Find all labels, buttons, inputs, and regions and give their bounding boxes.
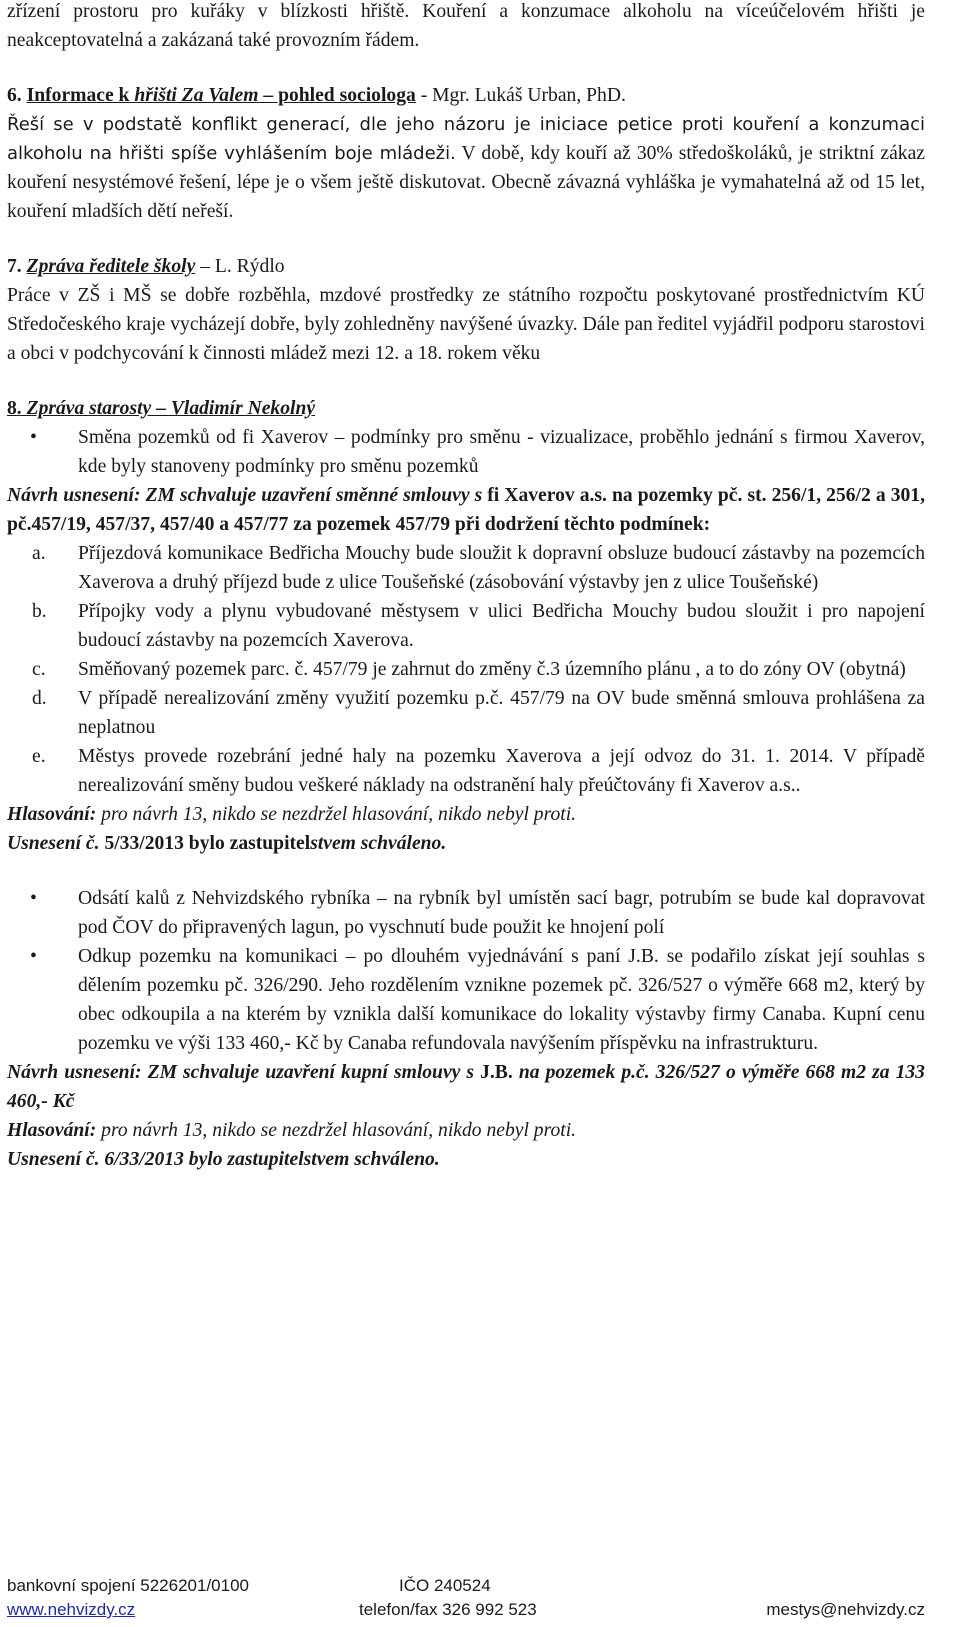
footer-email[interactable]: mestys@nehvizdy.cz bbox=[766, 1600, 925, 1619]
proposal-2: Návrh usnesení: ZM schvaluje uzavření kupní smlouvy s J.B. na pozemek p.č. 326/527 o výměře 668 m2 za 133 460,- Kč bbox=[7, 1062, 925, 1112]
bullet-icon: • bbox=[30, 946, 37, 967]
list-item: d. V případě nerealizování změny využití pozemku p.č. 457/79 na OV bude směnná smlouva prohlášena za neplatnou bbox=[32, 688, 925, 738]
section-7-body: Práce v ZŠ i MŠ se dobře rozběhla, mzdové prostředky ze státního rozpočtu poskytované prostřednictvím KÚ Středočeského kraje vycházejí dobře, byly zohledněny navýšené úvazky. Dále pan ředitel vyjádřil podporu starostovi a obci v podchycování k činnosti mládež mezi 12. a 18. rokem věku bbox=[7, 285, 925, 364]
list-item: • Odsátí kalů z Nehvizdského rybníka – na rybník byl umístěn sací bagr, potrubím se bude kal dopravovat pod ČOV do připravených lagun, po vyschnutí bude použit ke hnojení polí bbox=[7, 884, 925, 942]
bullet-icon: • bbox=[30, 888, 37, 909]
conditions-list bbox=[7, 539, 925, 800]
list-item: • Směna pozemků od fi Xaverov – podmínky pro směnu - vizualizace, proběhlo jednání s firmou Xaverov, kde byly stanoveny podmínky pro směnu pozemků bbox=[7, 423, 925, 481]
resolution-2: Usnesení č. 6/33/2013 bylo zastupitelstvem schváleno. bbox=[7, 1149, 440, 1170]
footer-phone: telefon/fax 326 992 523 bbox=[359, 1600, 537, 1619]
document-page bbox=[7, 0, 925, 1174]
section-8-bullets-1 bbox=[7, 423, 925, 481]
bullet-icon: • bbox=[30, 427, 37, 448]
footer-bank: bankovní spojení 5226201/0100 bbox=[7, 1576, 249, 1595]
section-6 bbox=[7, 81, 925, 226]
section-6-body-sans: Řeší se v podstatě konflikt generací, dle jeho názoru je iniciace petice proti kouření a konzumaci alkoholu na hřišti spíše vyhlášením boje mládeži. bbox=[7, 114, 925, 164]
page-footer bbox=[7, 1576, 925, 1624]
section-7-author: – L. Rýdlo bbox=[195, 256, 285, 277]
footer-web-link[interactable]: www.nehvizdy.cz bbox=[7, 1600, 136, 1619]
list-item: b. Přípojky vody a plynu vybudované městysem v ulici Bedřicha Mouchy budou sloužit i pro napojení budoucí zástavby na pozemcích Xaverova. bbox=[32, 601, 925, 651]
section-7 bbox=[7, 252, 925, 368]
list-item: • Odkup pozemku na komunikaci – po dlouhém vyjednávání s paní J.B. se podařilo získat její souhlas s dělením pozemku pč. 326/290. Jeho rozdělením vznikne pozemek pč. 326/527 o výměře 668 m2, který by obec odkoupila a na kterém by vznikla další komunikace do lokality výstavby firmy Canaba. Kupní cenu pozemku ve výši 133 460,- Kč by Canaba refundovala navýšením příspěvku na infrastrukturu. bbox=[7, 942, 925, 1058]
proposal-1: Návrh usnesení: ZM schvaluje uzavření směnné smlouvy s fi Xaverov a.s. na pozemky pč. st. 256/1, 256/2 a 301, pč.457/19, 457/37, 457/40 a 457/77 za pozemek 457/79 při dodržení těchto podmínek: bbox=[7, 485, 925, 535]
section-6-heading: 6. Informace k hřišti Za Valem – pohled sociologa bbox=[7, 85, 416, 106]
section-7-number: 7. bbox=[7, 256, 22, 277]
footer-ico: IČO 240524 bbox=[399, 1576, 491, 1595]
section-6-author: - Mgr. Lukáš Urban, PhD. bbox=[415, 85, 626, 106]
resolution-1: Usnesení č. 5/33/2013 bylo zastupitelstvem schváleno. bbox=[7, 833, 447, 854]
vote-1: Hlasování: pro návrh 13, nikdo se nezdržel hlasování, nikdo nebyl proti. bbox=[7, 804, 577, 825]
vote-2: Hlasování: pro návrh 13, nikdo se nezdržel hlasování, nikdo nebyl proti. bbox=[7, 1120, 577, 1141]
section-8-title: Zpráva starosty – Vladimír Nekolný bbox=[21, 398, 316, 419]
list-item: e. Městys provede rozebrání jedné haly na pozemku Xaverova a její odvoz do 31. 1. 2014. V případě nerealizování směny budou veškeré náklady na odstranění haly přeúčtovány fi Xaverov a.s.. bbox=[32, 746, 925, 796]
intro-paragraph: zřízení prostoru pro kuřáky v blízkosti hřiště. Kouření a konzumace alkoholu na víceúčelovém hřišti je neakceptovatelná a zakázaná také provozním řádem. bbox=[7, 1, 925, 51]
list-item: c. Směňovaný pozemek parc. č. 457/79 je zahrnut do změny č.3 územního plánu , a to do zóny OV (obytná) bbox=[32, 659, 906, 680]
section-6-body-serif: V době, kdy kouří až 30% středoškoláků, je striktní zákaz kouření nesystémové řešení, lépe je o všem ještě diskutovat. Obecně závazná vyhláška je vymahatelná až od 15 let, kouření mladších dětí neřeší. bbox=[7, 143, 925, 222]
section-8-heading: 8. Zpráva starosty – Vladimír Nekolný bbox=[7, 398, 316, 419]
section-8-bullets-2 bbox=[7, 884, 925, 1058]
list-item: a. Příjezdová komunikace Bedřicha Mouchy bude sloužit k dopravní obsluze budoucí zástavby na pozemcích Xaverova a druhý příjezd bude z ulice Toušeňské (zásobování výstavby jen z ulice Toušeňské) bbox=[32, 543, 925, 593]
section-7-title: Zpráva ředitele školy bbox=[26, 256, 196, 277]
